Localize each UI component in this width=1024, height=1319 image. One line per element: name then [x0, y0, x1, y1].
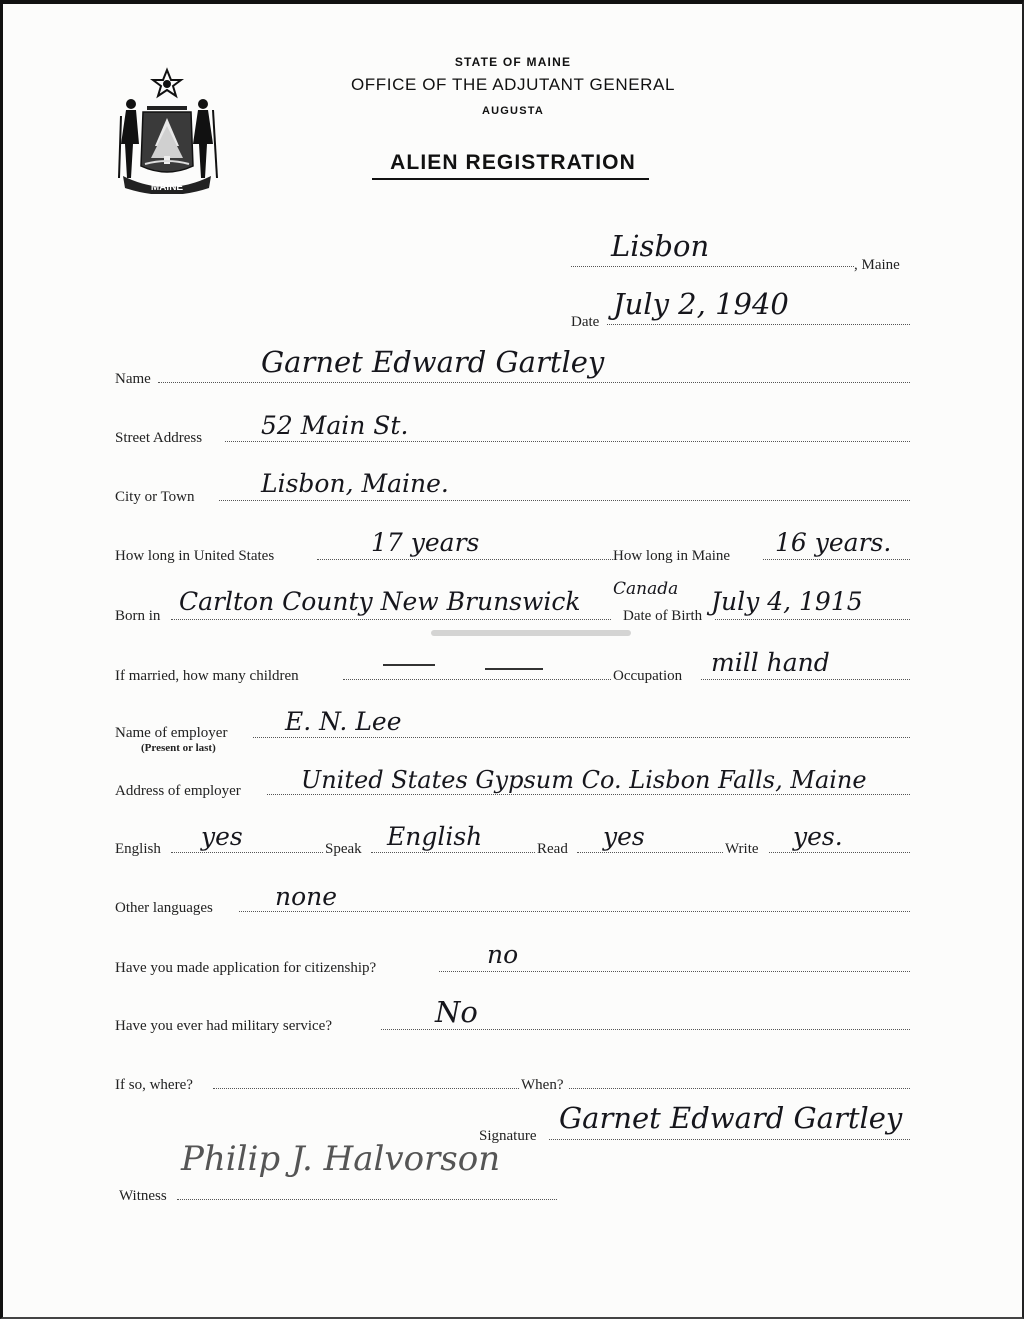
signature-label: Signature: [479, 1128, 537, 1144]
street-line: [225, 441, 910, 442]
signature-line: [549, 1139, 910, 1140]
employer-sublabel: (Present or last): [141, 742, 216, 754]
years-maine-label: How long in Maine: [613, 548, 731, 564]
where-line: [213, 1088, 519, 1089]
when-line: [569, 1088, 910, 1089]
speak-line: [371, 852, 535, 853]
born-note[interactable]: Canada: [613, 579, 679, 599]
street-value[interactable]: 52 Main St.: [261, 411, 409, 440]
born-value[interactable]: Carlton County New Brunswick: [179, 587, 581, 616]
military-label: Have you ever had military service?: [115, 1018, 332, 1034]
dob-label: Date of Birth: [623, 608, 703, 624]
years-us-value[interactable]: 17 years: [371, 528, 480, 557]
employer-label: Name of employer: [115, 725, 228, 741]
speak-value[interactable]: English: [387, 822, 483, 851]
name-value[interactable]: Garnet Edward Gartley: [261, 345, 605, 379]
employer-line: [253, 737, 910, 738]
city-line: [219, 500, 910, 501]
date-label: Date: [571, 314, 600, 330]
date-line: [607, 324, 910, 325]
other-languages-line: [239, 911, 910, 912]
military-value[interactable]: No: [435, 995, 478, 1029]
city-label: City or Town: [115, 489, 195, 505]
years-maine-line: [763, 559, 910, 560]
citizenship-line: [439, 971, 910, 972]
place-line: [571, 266, 854, 267]
city-value[interactable]: Lisbon, Maine.: [261, 469, 449, 498]
place-suffix: , Maine: [854, 257, 900, 273]
write-label: Write: [725, 841, 759, 857]
maine-seal-icon: [113, 66, 221, 194]
date-value[interactable]: July 2, 1940: [613, 287, 789, 321]
employer-address-label: Address of employer: [115, 783, 241, 799]
english-label: English: [115, 841, 161, 857]
children-dash-1: [383, 664, 435, 666]
english-line: [171, 852, 323, 853]
military-line: [381, 1029, 910, 1030]
header-city: AUGUSTA: [482, 105, 544, 117]
street-label: Street Address: [115, 430, 203, 446]
header-state: STATE OF MAINE: [454, 55, 572, 69]
employer-address-value[interactable]: United States Gypsum Co. Lisbon Falls, Maine: [301, 766, 867, 794]
children-dash-2: [485, 668, 543, 670]
years-us-label: How long in United States: [115, 548, 275, 564]
english-value[interactable]: yes: [201, 822, 243, 851]
employer-value[interactable]: E. N. Lee: [285, 707, 402, 736]
header-office: OFFICE OF THE ADJUTANT GENERAL: [350, 75, 676, 94]
other-languages-value[interactable]: none: [275, 882, 338, 911]
years-maine-value[interactable]: 16 years.: [775, 528, 892, 557]
name-line: [158, 382, 910, 383]
dob-value[interactable]: July 4, 1915: [711, 587, 863, 616]
ink-smudge: [431, 630, 631, 636]
children-label: If married, how many children: [115, 668, 299, 684]
occupation-value[interactable]: mill hand: [711, 648, 830, 677]
born-line: [171, 619, 611, 620]
born-label: Born in: [115, 608, 161, 624]
witness-line: [177, 1199, 557, 1200]
citizenship-label: Have you made application for citizenship?: [115, 960, 377, 976]
where-label: If so, where?: [115, 1077, 193, 1093]
form-title: ALIEN REGISTRATION: [390, 151, 636, 174]
occupation-line: [701, 679, 910, 680]
name-label: Name: [115, 371, 151, 387]
speak-label: Speak: [325, 841, 362, 857]
years-us-line: [317, 559, 613, 560]
dob-line: [715, 619, 910, 620]
place-value[interactable]: Lisbon: [611, 229, 710, 263]
svg-text:MAINE: MAINE: [150, 182, 184, 193]
children-line: [343, 679, 611, 680]
employer-address-line: [267, 794, 910, 795]
occupation-label: Occupation: [613, 668, 683, 684]
title-underline: [372, 178, 649, 180]
witness-signature[interactable]: Philip J. Halvorson: [181, 1139, 501, 1179]
write-line: [769, 852, 910, 853]
when-label: When?: [521, 1077, 564, 1093]
witness-label: Witness: [119, 1188, 167, 1204]
read-line: [577, 852, 723, 853]
write-value[interactable]: yes.: [793, 822, 843, 851]
read-value[interactable]: yes: [603, 822, 645, 851]
citizenship-value[interactable]: no: [487, 940, 519, 969]
read-label: Read: [537, 841, 568, 857]
signature-value[interactable]: Garnet Edward Gartley: [559, 1101, 903, 1135]
other-languages-label: Other languages: [115, 900, 213, 916]
